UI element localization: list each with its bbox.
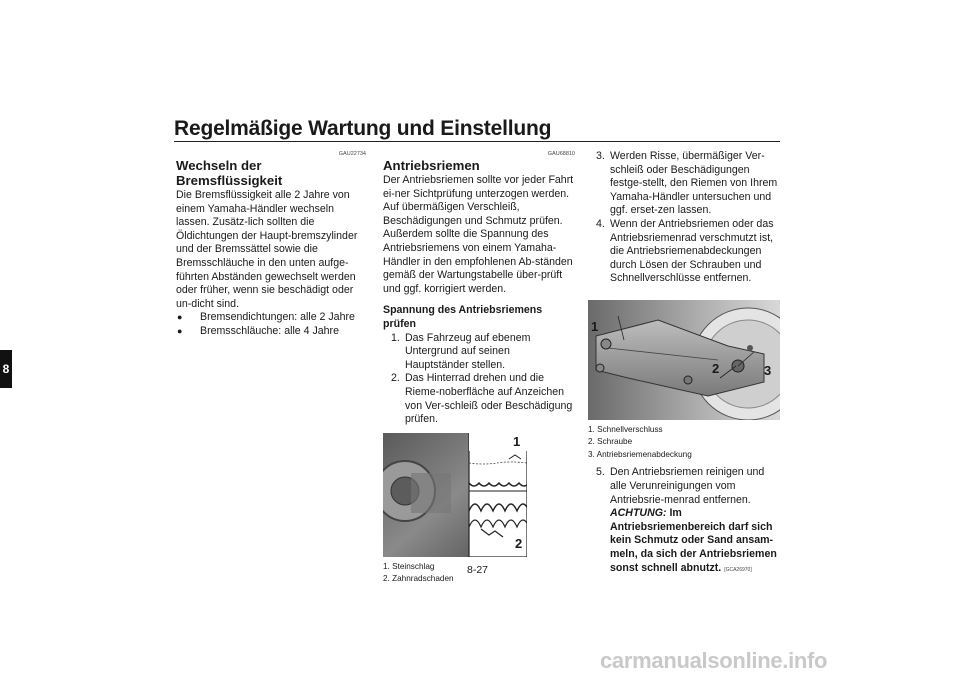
step-number: 4. [596,217,605,230]
step-number: 3. [596,150,605,162]
section-heading-drive-belt: Antriebsriemen [383,158,480,173]
figure-label: 1 [513,433,521,449]
step-text: Wenn der Antriebsriemen oder das Antriebsriemenrad verschmutzt ist, die Antriebsriemenabdeckungen durch Lösen der Schrauben und Schnellverschlüsse entfernen. [610,217,774,285]
step-text: Werden Risse, übermäßiger Ver-schleiß oder Beschädigungen festge-stellt, den Riemen von Ihrem Yamaha-Händler untersuchen und ggf. erset-zen lassen. [610,150,778,217]
step-number: 1. [391,331,400,344]
warning-label: ACHTUNG: [610,507,667,520]
section-heading-brake-fluid: Wechseln der Bremsflüssigkeit [176,158,283,188]
column-brake-fluid [176,150,366,339]
drive-belt-body: Der Antriebsriemen sollte vor jeder Fahrt ei-ner Sichtprüfung unterzogen werden. Auf übermäßigen Verschleiß, Beschädigungen und Schmutz prüfen. Außerdem sollte die Spannung des Antriebsriemens von einem Yamaha-Händler in den empfohlenen Ab-ständen gemäß der Wartungstabelle über-prüft und ggf. korrigiert werden. [383,174,574,295]
caption: 1. Steinschlag [383,561,435,571]
title-rule [174,141,780,142]
figure-label: 3 [764,362,772,378]
column-drive-belt [383,150,575,586]
figure-label: 2 [712,360,720,376]
step-item [588,218,782,286]
bullet-icon: ● [177,312,183,323]
step-text: Das Fahrzeug auf ebenem Untergrund auf seinen Hauptständer stellen. [405,331,531,371]
step-text: Den Antriebsriemen reinigen und alle Verunreinigungen vom Antriebsrie-menrad entfernen. [610,466,765,506]
page-number: 8-27 [467,564,489,576]
figure-captions [588,424,782,462]
belt-damage-illustration [383,433,527,557]
watermark: carmanualsonline.info [600,648,828,673]
warning-code: [GCA26970] [724,566,752,573]
step-number: 2. [391,372,400,385]
figure-label: 2 [515,535,523,551]
caption: 2. Schraube [588,437,633,447]
bullet-text: Bremsschläuche: alle 4 Jahre [200,324,339,337]
belt-cover-figure [588,300,780,420]
step-item [588,150,782,218]
step-number: 5. [596,466,605,479]
bullet-text: Bremsendichtungen: alle 2 Jahre [200,311,355,324]
step-item [383,372,575,426]
chapter-tab: 8 [0,350,12,388]
figure-label: 1 [591,318,599,334]
step-item [588,466,782,577]
step-text: Das Hinterrad drehen und die Rieme-noberfläche auf Anzeichen von Ver-schleiß oder Beschädigung prüfen. [405,372,573,426]
step-item [383,332,575,373]
bullet-icon: ● [177,325,183,336]
warning-body: Im Antriebsriemenbereich darf sich kein Schmutz oder Sand ansam-meln, da sich der Antriebsriemen sonst schnell abnutzt. [610,507,777,574]
section-code: GAU22734 [338,151,366,157]
column-drive-belt-continued [588,150,782,577]
bullet-item [176,311,366,325]
section-code: GAU68810 [547,151,575,157]
brake-fluid-body: Die Bremsflüssigkeit alle 2 Jahre von einem Yamaha-Händler wechseln lassen. Zusätz-lich sollten die Öldichtungen der Haupt-bremszylinder und der Bremssättel sowie die Bremsschläuche in den unten aufge-führten Abständen gewechselt werden oder früher, wenn sie beschädigt oder un-dicht sind. [176,189,358,310]
page-title: Regelmäßige Wartung und Einstellung [174,117,552,140]
warning-text [610,507,777,573]
caption: 3. Antriebsriemenabdeckung [588,449,692,459]
caption: 2. Zahnradschaden [383,574,454,584]
caption: 1. Schnellverschluss [588,424,663,434]
belt-damage-figure [383,433,527,557]
subheading-belt-tension: Spannung des Antriebsriemens prüfen [383,304,543,330]
belt-cover-illustration [588,300,780,420]
bullet-item [176,325,366,339]
